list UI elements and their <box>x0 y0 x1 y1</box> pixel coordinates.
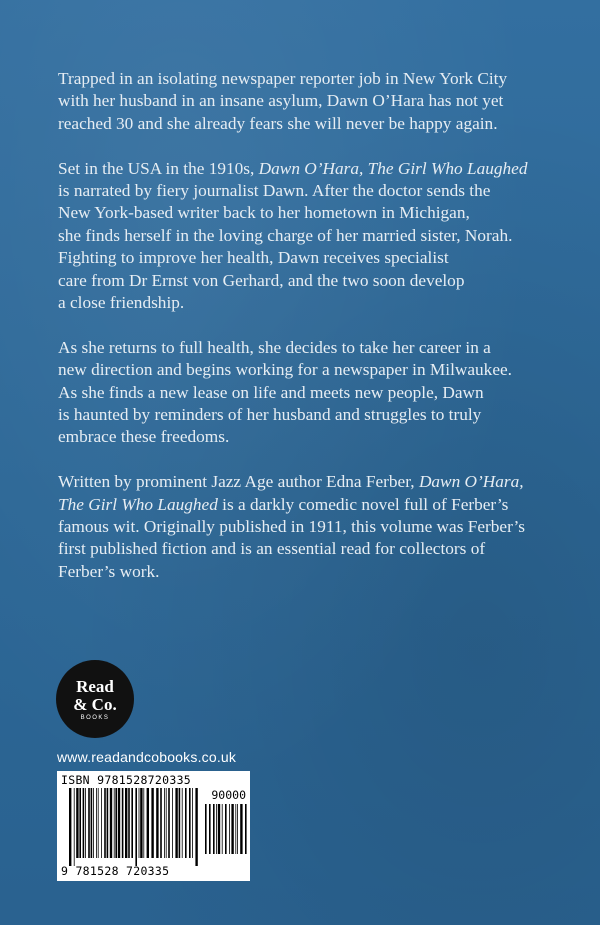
barcode-bar <box>237 804 238 854</box>
blurb-text-run: Set in the USA in the 1910s, <box>58 158 259 178</box>
blurb-line: New York-based writer back to her hometown in Michigan, <box>58 203 470 223</box>
blurb-text-run: is a darkly comedic novel full of Ferber’s <box>217 494 509 514</box>
barcode-bars-main <box>69 788 199 866</box>
blurb-line: first published fiction and is an essential read for collectors of <box>58 539 486 559</box>
barcode-bar <box>125 788 127 858</box>
blurb-line: is narrated by fiery journalist Dawn. After the doctor sends the <box>58 181 491 201</box>
barcode-bar <box>104 788 106 858</box>
barcode-bar <box>189 788 191 858</box>
blurb-line <box>58 158 558 180</box>
barcode-bar <box>218 804 220 854</box>
blurb-line: care from Dr Ernst von Gerhard, and the two soon develop <box>58 270 465 290</box>
barcode-digits: 9 781528 720335 <box>61 864 170 878</box>
barcode-bar <box>192 788 193 858</box>
barcode-bar <box>216 804 217 854</box>
barcode-bar <box>168 788 170 858</box>
blurb-line <box>58 494 558 516</box>
barcode-bar <box>182 788 183 858</box>
barcode-bar <box>151 788 153 858</box>
blurb-line: a close friendship. <box>58 293 185 313</box>
blurb-line: As she returns to full health, she decides to take her career in a <box>58 337 491 357</box>
barcode-bar <box>205 804 207 854</box>
blurb-line: embrace these freedoms. <box>58 427 230 447</box>
barcode-bar <box>166 788 167 858</box>
blurb-paragraph-2 <box>58 158 558 315</box>
barcode-bar <box>160 788 162 858</box>
barcode-bar <box>143 788 144 858</box>
barcode-bar <box>175 788 177 858</box>
blurb-paragraph-4 <box>58 471 558 583</box>
logo-text-books: BOOKS <box>80 715 110 721</box>
barcode-bar <box>225 804 227 854</box>
barcode-bar <box>135 788 137 866</box>
barcode-bar <box>185 788 187 858</box>
barcode-bar <box>140 788 142 858</box>
blurb-line: Fighting to improve her health, Dawn receives specialist <box>58 248 449 268</box>
barcode-bar <box>79 788 81 858</box>
barcode-bar <box>245 804 247 854</box>
isbn-barcode <box>57 771 250 881</box>
isbn-label: ISBN 9781528720335 <box>61 773 192 787</box>
blurb-line: Trapped in an isolating newspaper reporter job in New York City <box>58 69 508 88</box>
blurb-line: reached 30 and she already fears she will never be happy again. <box>58 113 498 133</box>
book-title-italic: Dawn O’Hara, The Girl Who Laughed <box>258 158 528 178</box>
barcode-bar <box>101 788 102 858</box>
barcode-bar <box>128 788 130 858</box>
blurb-text <box>58 68 558 606</box>
blurb-line: with her husband in an insane asylum, Dawn O’Hara has not yet <box>58 91 504 111</box>
barcode-bar <box>115 788 117 858</box>
barcode-bar <box>91 788 93 858</box>
barcode-bar <box>222 804 223 854</box>
barcode-bar <box>69 788 71 866</box>
blurb-line: As she finds a new lease on life and meets new people, Dawn <box>58 382 484 402</box>
barcode-bar <box>74 788 75 866</box>
logo-text-read: Read <box>76 677 114 696</box>
blurb-text-run: Written by prominent Jazz Age author Edna Ferber, <box>58 472 419 492</box>
barcode-bar <box>156 788 158 858</box>
blurb-line: is haunted by reminders of her husband and struggles to truly <box>58 405 482 425</box>
blurb-paragraph-3 <box>58 337 558 449</box>
barcode-bars-addon <box>205 804 247 854</box>
barcode-bar <box>88 788 90 858</box>
blurb-paragraph-1 <box>58 68 558 135</box>
blurb-line: she finds herself in the loving charge of her married sister, Norah. <box>58 225 513 245</box>
barcode-bar <box>107 788 109 858</box>
blurb-line <box>58 471 558 493</box>
barcode-bar <box>85 788 86 858</box>
barcode-bar <box>114 788 115 858</box>
barcode-bar <box>139 788 140 858</box>
barcode-bar <box>147 788 149 858</box>
barcode-bar <box>118 788 120 858</box>
book-title-italic: The Girl Who Laughed <box>58 494 218 514</box>
barcode-bar <box>172 788 173 858</box>
barcode-bar <box>195 788 197 866</box>
barcode-bar <box>209 804 211 854</box>
blurb-line: famous wit. Originally published in 1911, this volume was Ferber’s <box>58 517 526 537</box>
blurb-line: Ferber’s work. <box>58 561 160 581</box>
barcode-bar <box>179 788 181 858</box>
barcode-bar <box>240 804 242 854</box>
barcode-bar <box>96 788 97 858</box>
book-title-italic: Dawn O’Hara, <box>418 472 524 492</box>
price-code: 90000 <box>211 788 246 802</box>
barcode-bar <box>110 788 112 858</box>
barcode-bar <box>83 788 85 858</box>
barcode-bar <box>229 804 230 854</box>
barcode-bar <box>131 788 133 858</box>
barcode-bar <box>235 804 236 854</box>
barcode-bar <box>122 788 124 858</box>
barcode-bar <box>231 804 233 854</box>
barcode-bar <box>98 788 99 858</box>
publisher-logo <box>56 660 134 738</box>
barcode-bar <box>76 788 78 858</box>
logo-text-co: & Co. <box>73 695 117 714</box>
publisher-website: www.readandcobooks.co.uk <box>57 749 237 765</box>
barcode-bar <box>213 804 215 854</box>
blurb-line: new direction and begins working for a newspaper in Milwaukee. <box>58 360 512 380</box>
barcode-bar <box>93 788 94 858</box>
barcode-bar <box>164 788 165 858</box>
